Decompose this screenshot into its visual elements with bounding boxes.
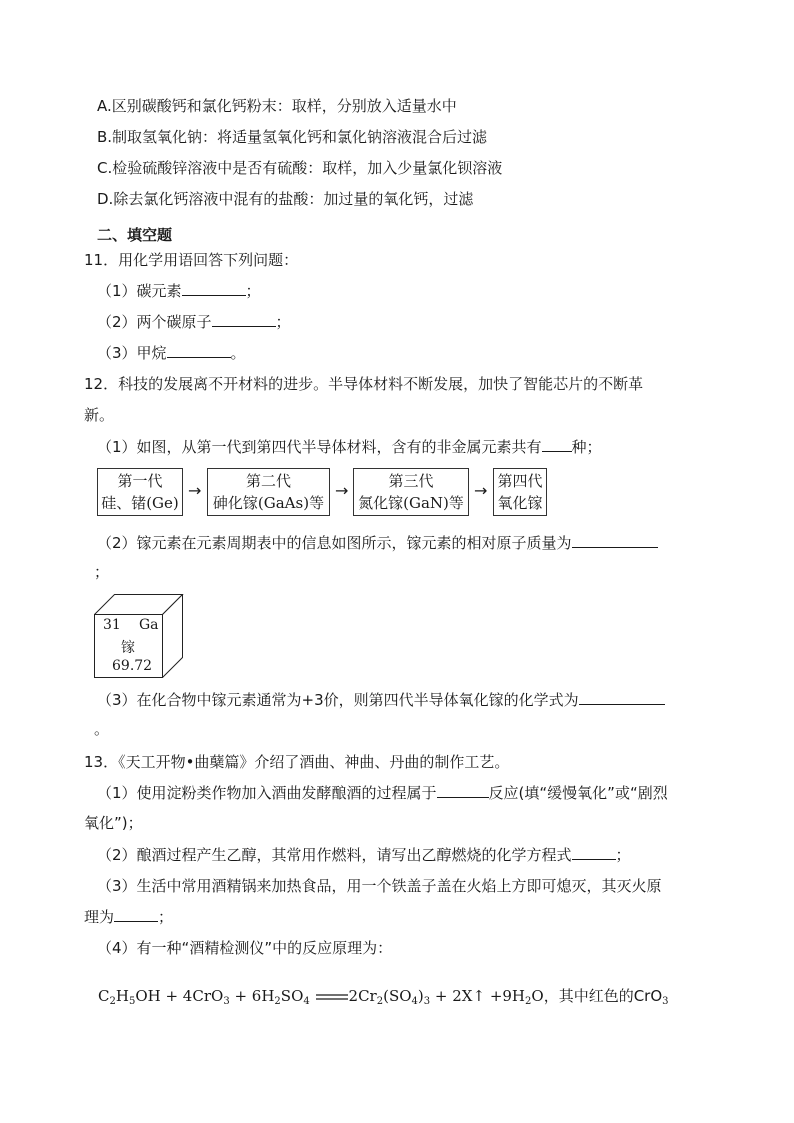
formula-tail-text: ，其中红色的CrO [543, 987, 663, 1005]
q13-part4: （4）有一种“酒精检测仪”中的反应原理为： [97, 939, 393, 957]
q13-part2-text: （2）酿酒过程产生乙醇，其常用作燃料，请写出乙醇燃烧的化学方程式 [97, 846, 572, 864]
generation-material: 氧化镓 [497, 494, 543, 512]
element-name: 镓 [121, 640, 135, 656]
answer-blank[interactable] [579, 690, 665, 705]
q11-part1 [97, 281, 261, 301]
q12-part1-text: （1）如图，从第一代到第四代半导体材料，含有的非金属元素共有 [97, 438, 542, 456]
answer-blank[interactable] [114, 907, 158, 922]
reaction-equation: $C_2H_5OH + 4CrO_3 + 6H_2SO_4$ $2Cr_2(SO_4)_3$ + 2X↑ $+9H_2O$，其中红色的CrO$_3$ [98, 987, 669, 1007]
atomic-number: 31 [103, 617, 121, 633]
option-d: D.除去氯化钙溶液中混有的盐酸：加过量的氧化钙，过滤 [97, 190, 474, 208]
q12-part1 [97, 437, 602, 457]
element-symbol: Ga [139, 617, 159, 633]
q13-part3-line1: （3）生活中常用酒精锅来加热食品，用一个铁盖子盖在火焰上方即可熄灭，其灭火原 [97, 877, 662, 895]
generation-label: 第四代 [497, 472, 543, 490]
q12-stem-line2: 新。 [84, 406, 115, 424]
generation-material: 氮化镓(GaN)等 [358, 494, 464, 512]
q13-part2 [97, 845, 631, 865]
generation-label: 第三代 [388, 472, 434, 490]
q12-part3 [97, 690, 665, 710]
q12-part3-text: （3）在化合物中镓元素通常为+3价，则第四代半导体氧化镓的化学式为 [97, 691, 579, 709]
arrow-icon: → [335, 481, 349, 500]
answer-blank[interactable] [437, 783, 489, 798]
q12-part3-end: 。 [94, 720, 110, 738]
arrow-icon: → [188, 481, 202, 500]
generation-box-1 [97, 468, 183, 516]
q12-part2-end: ； [94, 563, 110, 581]
answer-blank[interactable] [182, 281, 246, 296]
q11-part2-end: ； [275, 313, 291, 331]
generation-label: 第二代 [245, 472, 291, 490]
q12-part2-text: （2）镓元素在元素周期表中的信息如图所示，镓元素的相对原子质量为 [97, 534, 572, 552]
option-c: C.检验硫酸锌溶液中是否有硫酸：取样，加入少量氯化钡溶液 [97, 159, 503, 177]
q13-part1-text: （1）使用淀粉类作物加入酒曲发酵酿酒的过程属于 [97, 784, 437, 802]
q13-part3-text: 理为 [84, 908, 115, 926]
q12-part1-end: 种； [571, 438, 602, 456]
atomic-mass: 69.72 [112, 658, 153, 674]
q11-part3 [97, 343, 246, 363]
q13-part3-end: ； [158, 908, 174, 926]
generation-material: 硅、锗(Ge) [101, 494, 179, 512]
q13-part1-cont: 反应(填“缓慢氧化”或“剧烈 [488, 784, 668, 802]
q11-part3-text: （3）甲烷 [97, 344, 167, 362]
q11-part1-end: ； [245, 282, 261, 300]
option-b: B.制取氢氧化钠：将适量氢氧化钙和氯化钠溶液混合后过滤 [97, 128, 488, 146]
answer-blank[interactable] [542, 437, 572, 452]
q12-part2 [97, 533, 658, 553]
q13-part2-end: ； [615, 846, 631, 864]
q12-stem-line1: 12．科技的发展离不开材料的进步。半导体材料不断发展，加快了智能芯片的不断革 [84, 375, 644, 393]
answer-blank[interactable] [167, 343, 231, 358]
q13-part1 [97, 783, 668, 803]
q13-stem: 13．《天工开物•曲蘖篇》介绍了酒曲、神曲、丹曲的制作工艺。 [84, 753, 510, 771]
q13-part1-line2: 氧化”)； [84, 814, 143, 832]
q11-part2 [97, 312, 291, 332]
q13-part3-line2 [84, 907, 173, 927]
generation-label: 第一代 [117, 472, 163, 490]
generation-box-3 [353, 468, 469, 516]
q11-stem: 11．用化学用语回答下列问题： [84, 251, 299, 269]
answer-blank[interactable] [572, 533, 658, 548]
answer-blank[interactable] [212, 312, 276, 327]
generation-box-4 [493, 468, 547, 516]
answer-blank[interactable] [572, 845, 616, 860]
generation-material: 砷化镓(GaAs)等 [212, 494, 325, 512]
q11-part3-end: 。 [230, 344, 246, 362]
section-title: 二、填空题 [97, 226, 173, 244]
q11-part2-text: （2）两个碳原子 [97, 313, 212, 331]
option-a: A.区别碳酸钙和氯化钙粉末：取样，分别放入适量水中 [97, 97, 457, 115]
arrow-icon: → [474, 481, 488, 500]
q11-part1-text: （1）碳元素 [97, 282, 182, 300]
equals-sign-icon [315, 992, 349, 1002]
generation-box-2 [207, 468, 330, 516]
